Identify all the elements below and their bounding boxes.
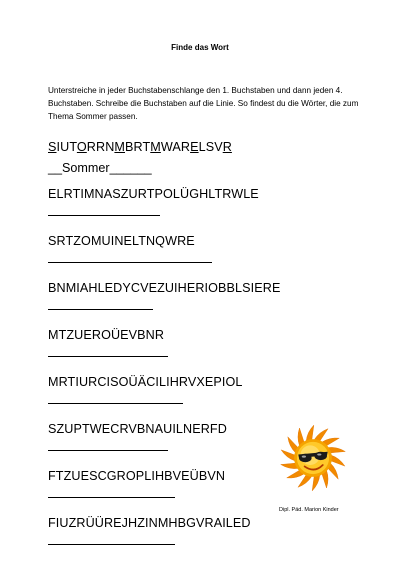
answer-line[interactable] (48, 356, 168, 357)
letter-snake: BNMIAHLEDYCVEZUIHERIOBBLSIERE (48, 281, 281, 295)
answer-line[interactable] (48, 262, 212, 263)
puzzle-row (48, 281, 348, 328)
puzzle-list (48, 140, 348, 563)
author-credit: Dipl. Päd. Marion Kinder (279, 507, 339, 513)
answer-line[interactable] (48, 215, 160, 216)
letter-snake: ELRTIMNASZURTPOLÜGHLTRWLE (48, 187, 259, 201)
example-answer: __Sommer______ (48, 161, 152, 175)
puzzle-row (48, 234, 348, 281)
letter-snake: SZUPTWECRVBNAUILNERFD (48, 422, 227, 436)
sun-with-sunglasses-icon (278, 423, 348, 493)
page-title: Finde das Wort (171, 43, 229, 52)
answer-line[interactable] (48, 309, 153, 310)
instructions-text: Unterstreiche in jeder Buchstabenschlange den 1. Buchstaben und dann jeden 4. Buchstaben. Schreibe die Buchstaben auf die Linie. So findest du die Wörter, die zum Thema Sommer passen. (48, 86, 359, 121)
letter-snake: SRTZOMUINELTNQWRE (48, 234, 195, 248)
answer-line[interactable] (48, 497, 175, 498)
answer-line[interactable] (48, 544, 175, 545)
example-puzzle (48, 140, 348, 187)
puzzle-row (48, 375, 348, 422)
letter-snake: MTZUEROÜEVBNR (48, 328, 165, 342)
answer-line[interactable] (48, 403, 183, 404)
example-letter-snake: SIUTORRNMBRTMWARELSVR (48, 140, 232, 154)
puzzle-row (48, 516, 348, 563)
letter-snake: FTZUESCGROPLIHBVEÜBVN (48, 469, 226, 483)
answer-line[interactable] (48, 450, 168, 451)
puzzle-row (48, 187, 348, 234)
letter-snake: FIUZRÜÜREJHZINMHBGVRAILED (48, 516, 251, 530)
letter-snake: MRTIURCISOÜÄCILIHRVXEPIOL (48, 375, 243, 389)
puzzle-row (48, 328, 348, 375)
